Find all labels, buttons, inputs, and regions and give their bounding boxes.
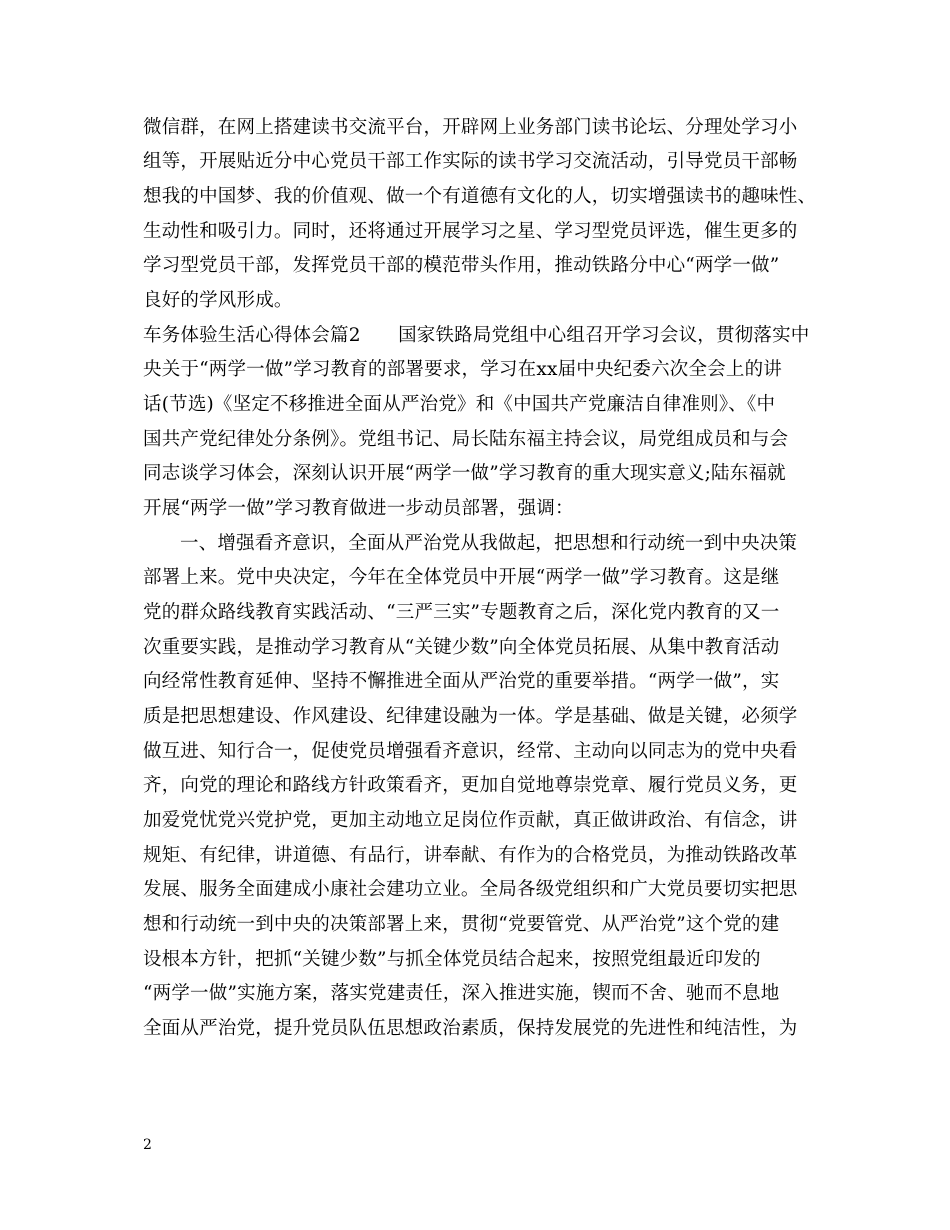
text-line: 向经常性教育延伸、坚持不懈推进全面从严治党的重要举措。“两学一做”，实: [143, 671, 780, 692]
text-line: 同志谈学习体会，深刻认识开展“两学一做”学习教育的重大现实意义;陆东福就: [143, 463, 786, 484]
text-line: 国共产党纪律处分条例》。党组书记、局长陆东福主持会议，局党组成员和与会: [143, 429, 789, 450]
text-line: 央关于“两学一做”学习教育的部署要求，学习在xx届中央纪委六次全会上的讲: [143, 359, 782, 380]
paragraph-start-line: 一、增强看齐意识，全面从严治党从我做起，把思想和行动统一到中央决策: [180, 533, 798, 554]
text-line: 规矩、有纪律，讲道德、有品行，讲奉献、有作为的合格党员，为推动铁路改革: [143, 845, 798, 866]
text-line: 想和行动统一到中央的决策部署上来，贯彻“党要管党、从严治党”这个党的建: [143, 914, 780, 935]
text-line: 良好的学风形成。: [143, 290, 293, 311]
text-line: 想我的中国梦、我的价值观、做一个有道德有文化的人，切实增强读书的趣味性、: [143, 186, 817, 207]
text-line: 设根本方针，把抓“关键少数”与抓全体党员结合起来，按照党组最近印发的: [143, 949, 761, 970]
text-line: 组等，开展贴近分中心党员干部工作实际的读书学习交流活动，引导党员干部畅: [143, 151, 798, 172]
text-line: 次重要实践，是推动学习教育从“关键少数”向全体党员拓展、从集中教育活动: [143, 637, 780, 658]
page-number: 2: [143, 1137, 152, 1153]
text-line: 发展、服务全面建成小康社会建功立业。全局各级党组织和广大党员要切实把思: [143, 879, 798, 900]
text-line: 部署上来。党中央决定，今年在全体党员中开展“两学一做”学习教育。这是继: [143, 567, 780, 588]
section-heading-line: 车务体验生活心得体会篇2 国家铁路局党组中心组召开学习会议，贯彻落实中: [143, 325, 810, 346]
text-line: 做互进、知行合一，促使党员增强看齐意识，经常、主动向以同志为的党中央看: [143, 741, 798, 762]
text-line: 学习型党员干部，发挥党员干部的模范带头作用，推动铁路分中心“两学一做”: [143, 255, 780, 276]
text-line: 生动性和吸引力。同时，还将通过开展学习之星、学习型党员评选，催生更多的: [143, 221, 798, 242]
text-line: 加爱党忧党兴党护党，更加主动地立足岗位作贡献，真正做讲政治、有信念，讲: [143, 810, 798, 831]
text-line: 党的群众路线教育实践活动、“三严三实”专题教育之后，深化党内教育的又一: [143, 602, 780, 623]
text-line: 微信群，在网上搭建读书交流平台，开辟网上业务部门读书论坛、分理处学习小: [143, 117, 798, 138]
text-line: 话(节选)《坚定不移推进全面从严治党》和《中国共产党廉洁自律准则》、《中: [143, 394, 776, 415]
text-line: “两学一做”实施方案，落实党建责任，深入推进实施，锲而不舍、驰而不息地: [143, 983, 780, 1004]
text-line: 齐，向党的理论和路线方针政策看齐，更加自觉地尊崇党章、履行党员义务，更: [143, 775, 798, 796]
text-line: 全面从严治党，提升党员队伍思想政治素质，保持发展党的先进性和纯洁性，为: [143, 1018, 798, 1039]
text-line: 开展“两学一做”学习教育做进一步动员部署，强调：: [143, 498, 574, 519]
text-line: 质是把思想建设、作风建设、纪律建设融为一体。学是基础、做是关键，必须学: [143, 706, 798, 727]
